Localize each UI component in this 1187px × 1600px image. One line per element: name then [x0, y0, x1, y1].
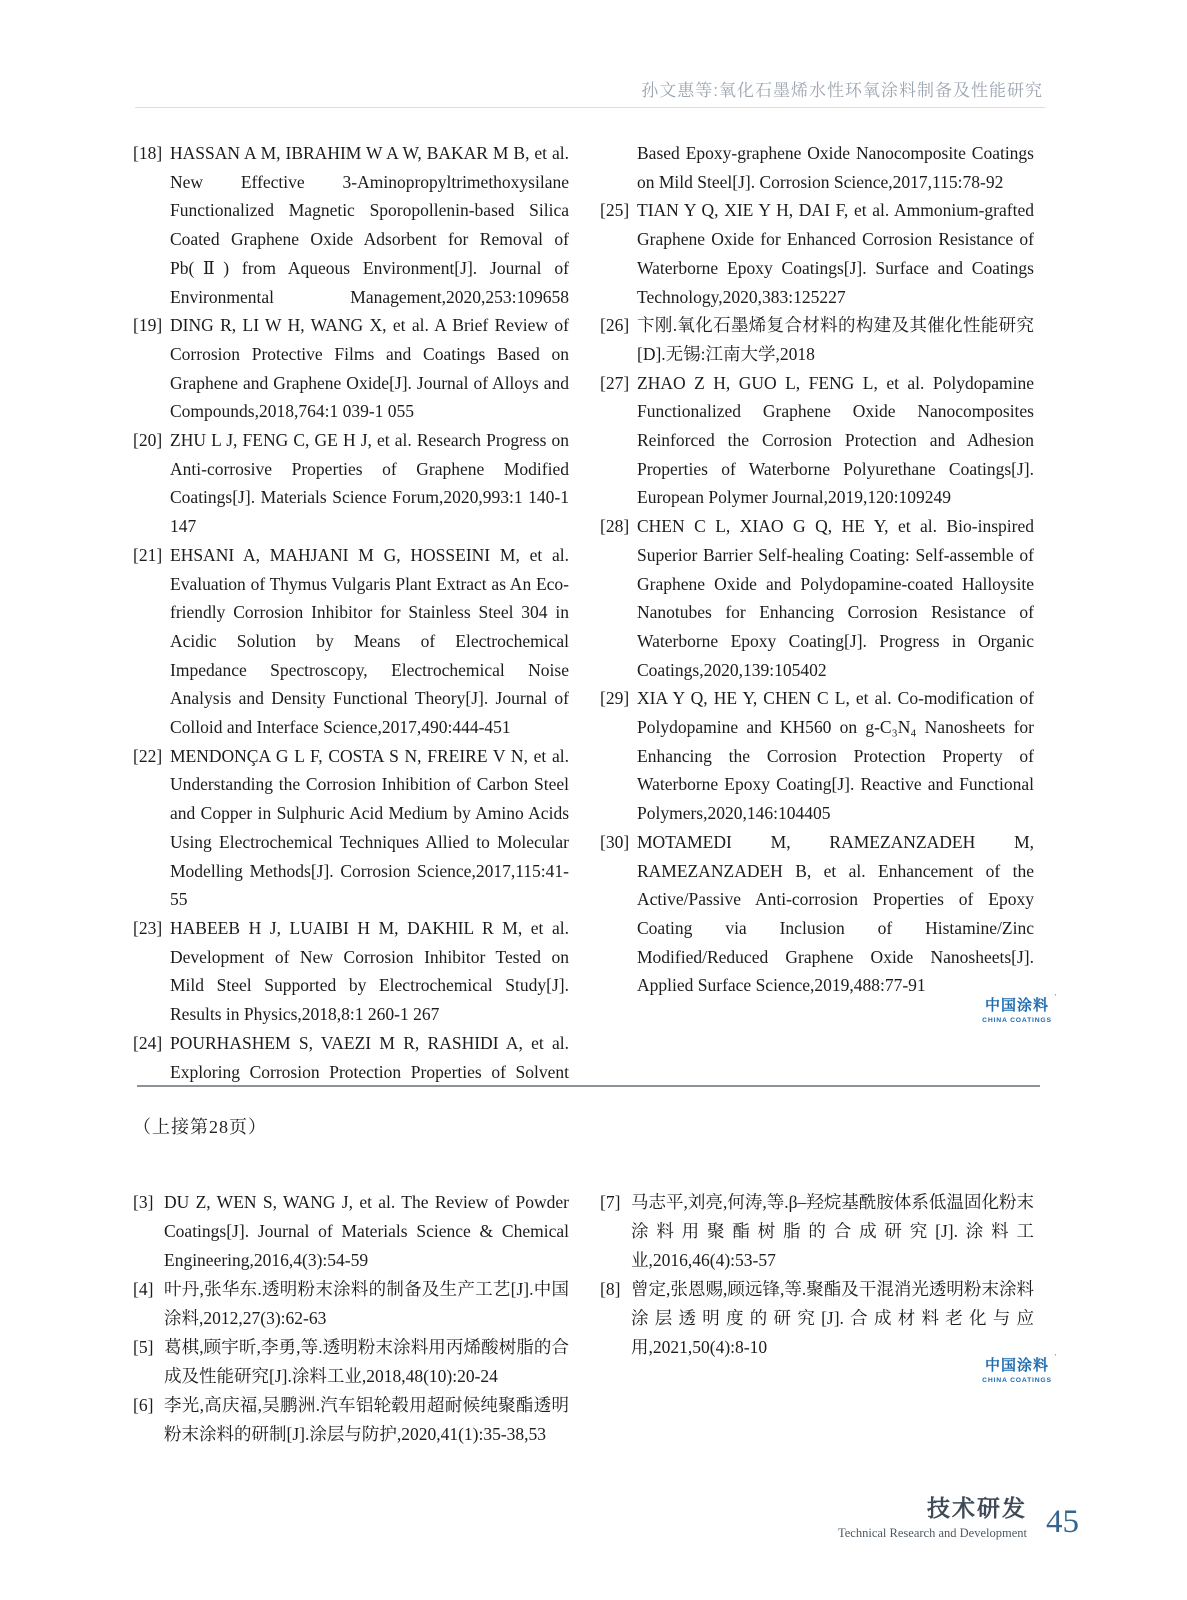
- reference-number: [22]: [133, 745, 163, 766]
- reference-item: [133, 311, 569, 426]
- china-coatings-logo-cn: 中国涂料 ’: [984, 994, 1057, 1014]
- reference-text: TIAN Y Q, XIE Y H, DAI F, et al. Ammonium-grafted Graphene Oxide for Enhanced Corrosion Resistance of Waterborne Epoxy Coatings[J]. Surface and Coatings Technology,2020,383:125227: [637, 200, 1034, 307]
- reference-number: [21]: [133, 544, 163, 565]
- reference-text: ZHAO Z H, GUO L, FENG L, et al. Polydopamine Functionalized Graphene Oxide Nanocomposites Reinforced the Corrosion Protection and Adhesion Properties of Waterborne Polyurethane Coatings[J]. European Polymer Journal,2019,120:109249: [637, 372, 1034, 508]
- reference-item: [133, 1333, 569, 1391]
- reference-item: [133, 426, 569, 541]
- reference-number: [26]: [600, 315, 630, 336]
- continued-from-note: （上接第28页）: [133, 1117, 267, 1137]
- reference-item: [600, 369, 1034, 513]
- reference-text: 李光,高庆福,吴鹏洲.汽车铝轮毂用超耐候纯聚酯透明粉末涂料的研制[J].涂层与防护,2020,41(1):35-38,53: [164, 1395, 569, 1444]
- page-footer: [838, 1490, 1078, 1541]
- reference-text: Based Epoxy-graphene Oxide Nanocomposite Coatings on Mild Steel[J]. Corrosion Science,2017,115:78-92: [637, 143, 1034, 192]
- reference-number: [25]: [600, 200, 630, 221]
- reference-number: [18]: [133, 143, 163, 163]
- logo-trademark: ’: [1054, 994, 1057, 1001]
- reference-number: [6]: [133, 1395, 154, 1415]
- footer-section-titles: [838, 1490, 1027, 1541]
- reference-number: [3]: [133, 1192, 154, 1212]
- page-number: 45: [1045, 1504, 1079, 1540]
- reference-text: 卞刚.氧化石墨烯复合材料的构建及其催化性能研究[D].无锡:江南大学,2018: [637, 315, 1034, 364]
- reference-item: [133, 914, 569, 1029]
- reference-text: HASSAN A M, IBRAHIM W A W, BAKAR M B, et al. New Effective 3-Aminopropyltrimethoxysilane Functionalized Magnetic Sporopollenin-based Silica Coated Graphene Oxide Adsorbent for Removal of Pb(Ⅱ) from Aqueous Environment[J]. Journal of Environmental Management,2020,253:109658: [170, 143, 569, 307]
- running-title: 孙文惠等:氧化石墨烯水性环氧涂料制备及性能研究: [641, 81, 1043, 100]
- reference-text: EHSANI A, MAHJANI M G, HOSSEINI M, et al. Evaluation of Thymus Vulgaris Plant Extract as An Eco-friendly Corrosion Inhibitor for Stainless Steel 304 in Acidic Solution by Means of Electrochemical Impedance Spectroscopy, Electrochemical Noise Analysis and Density Functional Theory[J]. Journal of Colloid and Interface Science,2017,490:444-451: [170, 544, 569, 738]
- reference-number: [19]: [133, 315, 163, 336]
- reference-item: [600, 311, 1034, 368]
- reference-item: [600, 512, 1034, 684]
- reference-text: POURHASHEM S, VAEZI M R, RASHIDI A, et al. Exploring Corrosion Protection Properties of Solvent: [170, 1032, 569, 1082]
- references-bottom-left-column: [133, 1188, 569, 1449]
- reference-item: [600, 139, 1034, 196]
- section-divider: [137, 1085, 1040, 1087]
- reference-number: [7]: [600, 1192, 621, 1212]
- footer-section-cn: 技术研发: [926, 1495, 1027, 1521]
- china-coatings-logo-en: CHINA COATINGS: [982, 1376, 1052, 1384]
- references-top-left-column: [133, 139, 569, 1086]
- reference-number: [4]: [133, 1279, 154, 1299]
- reference-text: ZHU L J, FENG C, GE H J, et al. Research Progress on Anti-corrosive Properties of Graphene Modified Coatings[J]. Materials Science Forum,2020,993:1 140-1 147: [170, 430, 569, 537]
- header-rule: [135, 107, 1045, 108]
- reference-number: [24]: [133, 1032, 163, 1053]
- reference-number: [27]: [600, 372, 630, 393]
- reference-number: [23]: [133, 917, 163, 938]
- reference-number: [29]: [600, 688, 630, 709]
- reference-number: [28]: [600, 516, 630, 537]
- references-bottom-right-column: [600, 1188, 1034, 1362]
- china-coatings-logo-en: CHINA COATINGS: [982, 1016, 1052, 1024]
- logo-trademark: ’: [1054, 1354, 1057, 1361]
- reference-item: [133, 1029, 569, 1086]
- reference-item: [133, 541, 569, 742]
- reference-number: [30]: [600, 831, 630, 852]
- reference-text: XIA Y Q, HE Y, CHEN C L, et al. Co-modification of Polydopamine and KH560 on g-C₃N₄ Nanosheets for Enhancing the Corrosion Protection Property of Waterborne Epoxy Coating[J]. Reactive and Functional Polymers,2020,146:104405: [637, 688, 1034, 824]
- reference-item: [133, 1188, 569, 1275]
- china-coatings-logo-cn: 中国涂料 ’: [984, 1354, 1057, 1374]
- reference-item: [133, 1275, 569, 1333]
- reference-text: 叶丹,张华东.透明粉末涂料的制备及生产工艺[J].中国涂料,2012,27(3):62-63: [164, 1279, 569, 1328]
- reference-number: [5]: [133, 1337, 154, 1357]
- reference-item: [133, 1391, 569, 1449]
- reference-text: MOTAMEDI M, RAMEZANZADEH M, RAMEZANZADEH B, et al. Enhancement of the Active/Passive Anti-corrosion Properties of Epoxy Coating via Inclusion of Histamine/Zinc Modified/Reduced Graphene Oxide Nanosheets[J]. Applied Surface Science,2019,488:77-91: [637, 831, 1034, 996]
- reference-item: [600, 1275, 1034, 1362]
- reference-text: HABEEB H J, LUAIBI H M, DAKHIL R M, et al. Development of New Corrosion Inhibitor Tested on Mild Steel Supported by Electrochemical Study[J]. Results in Physics,2018,8:1 260-1 267: [170, 917, 569, 1025]
- footer-section-en: Technical Research and Development: [838, 1526, 1027, 1540]
- reference-text: CHEN C L, XIAO G Q, HE Y, et al. Bio-inspired Superior Barrier Self-healing Coating: Self-assemble of Graphene Oxide and Polydopamine-coated Halloysite Nanotubes for Enhancing Corrosion Resistance of Waterborne Epoxy Coating[J]. Progress in Organic Coatings,2020,139:105402: [637, 516, 1034, 680]
- reference-number: [20]: [133, 430, 163, 451]
- china-coatings-logo: [982, 1354, 1057, 1384]
- references-top-right-column: [600, 139, 1034, 1000]
- china-coatings-logo: [982, 994, 1057, 1024]
- reference-item: [133, 139, 569, 311]
- reference-item: [600, 828, 1034, 1000]
- reference-text: 曾定,张恩赐,顾远锋,等.聚酯及干混消光透明粉末涂料涂层透明度的研究[J].合成材料老化与应用,2021,50(4):8-10: [631, 1279, 1034, 1357]
- reference-text: 马志平,刘亮,何涛,等.β–羟烷基酰胺体系低温固化粉末涂料用聚酯树脂的合成研究[J].涂料工业,2016,46(4):53-57: [631, 1192, 1034, 1270]
- reference-text: MENDONÇA G L F, COSTA S N, FREIRE V N, et al. Understanding the Corrosion Inhibition of Carbon Steel and Copper in Sulphuric Acid Medium by Amino Acids Using Electrochemical Techniques Allied to Molecular Modelling Methods[J]. Corrosion Science,2017,115:41-55: [170, 745, 569, 910]
- reference-item: [133, 742, 569, 914]
- reference-text: DING R, LI W H, WANG X, et al. A Brief Review of Corrosion Protective Films and Coatings Based on Graphene and Graphene Oxide[J]. Journal of Alloys and Compounds,2018,764:1 039-1 055: [170, 315, 569, 422]
- reference-text: DU Z, WEN S, WANG J, et al. The Review of Powder Coatings[J]. Journal of Materials Science & Chemical Engineering,2016,4(3):54-59: [164, 1192, 569, 1270]
- reference-number: [8]: [600, 1279, 621, 1299]
- reference-text: 葛棋,顾宇昕,李勇,等.透明粉末涂料用丙烯酸树脂的合成及性能研究[J].涂料工业,2018,48(10):20-24: [164, 1337, 569, 1386]
- reference-item: [600, 684, 1034, 828]
- reference-item: [600, 1188, 1034, 1275]
- reference-item: [600, 196, 1034, 311]
